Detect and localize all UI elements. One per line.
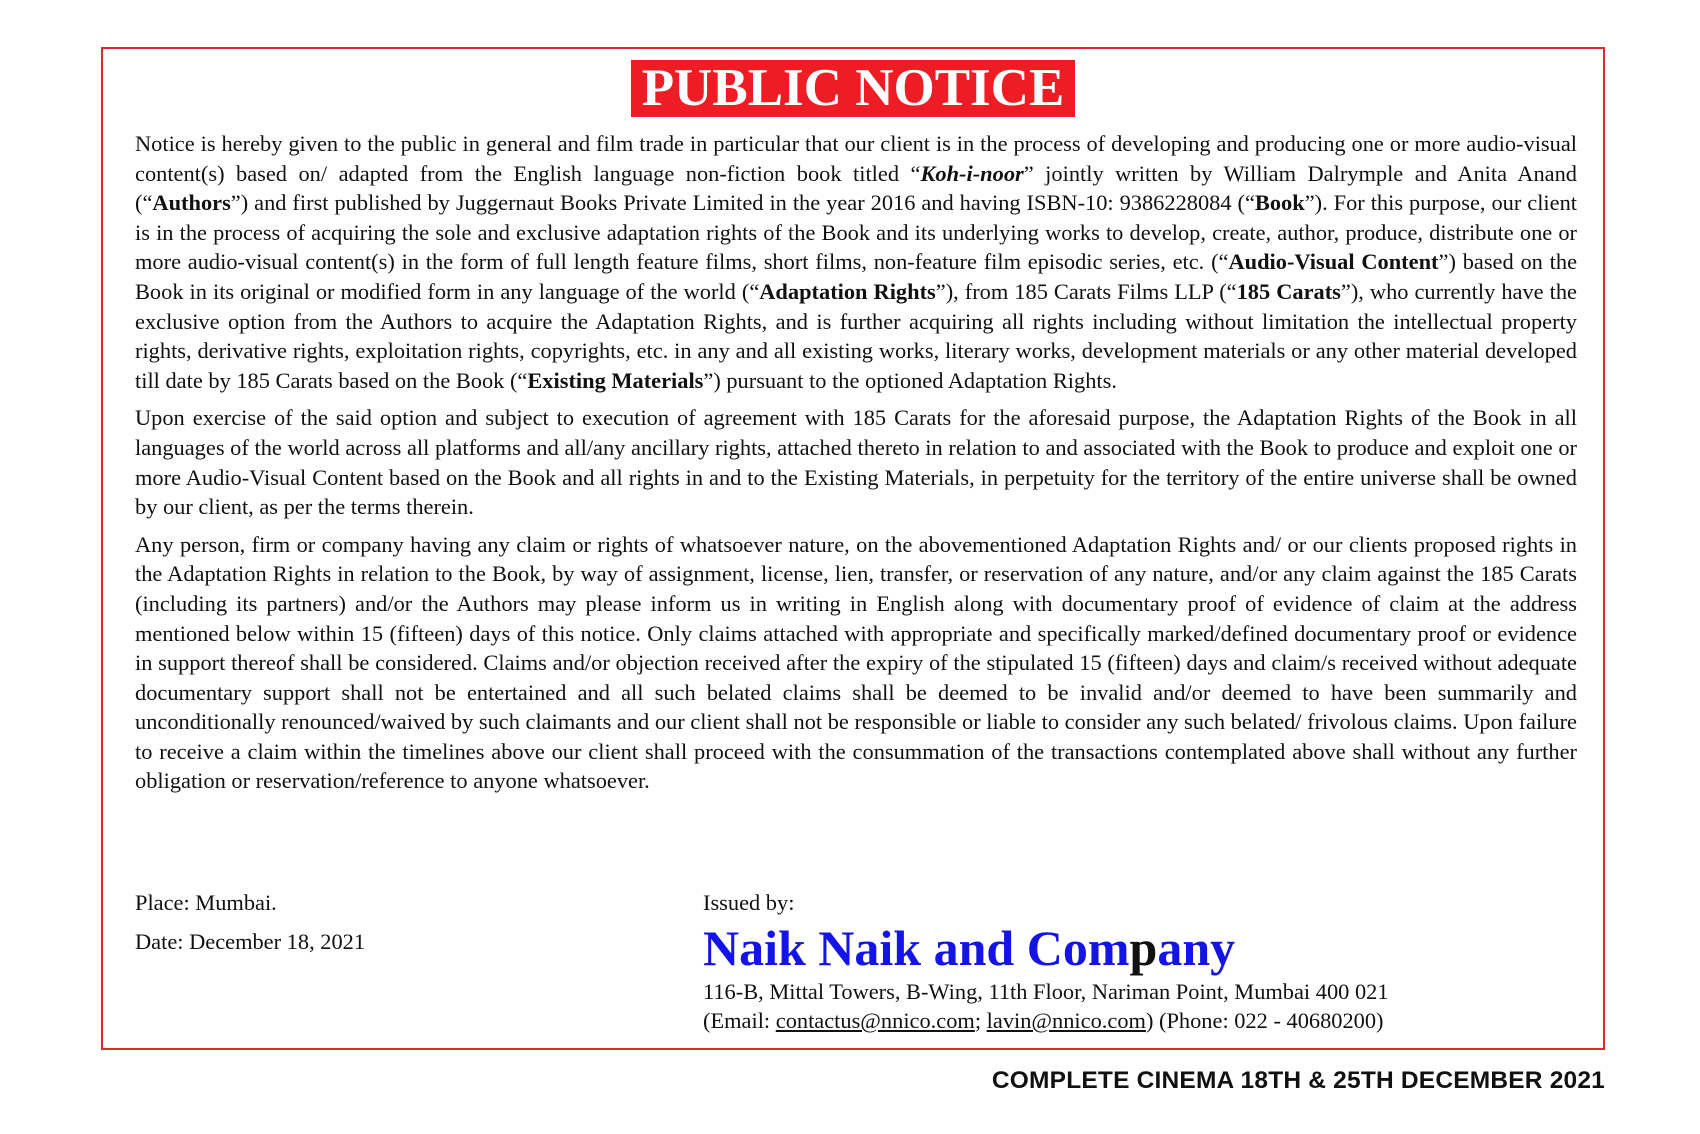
issued-by-label: Issued by: <box>703 890 795 915</box>
paragraph-3: Any person, firm or company having any claim or rights of whatsoever nature, on the abovementioned Adaptation Rights and/ or our clients proposed rights in the Adaptation Rights in relation to the Book, by way of assignment, license, lien, transfer, or reservation of any nature, and/or any claim against the 185 Carats (including its partners) and/or the Authors may please inform us in writing in English along with documentary proof of evidence of claim at the address mentioned below within 15 (fifteen) days of this notice. Only claims attached with appropriate and specifically marked/defined documentary proof or evidence in support thereof shall be considered. Claims and/or objection received after the expiry of the stipulated 15 (fifteen) days and claim/s received without adequate documentary support shall not be entertained and all such belated claims shall be deemed to be invalid and/or deemed to have been summarily and unconditionally renounced/waived by such claimants and our client shall not be responsible or liable to consider any such belated/ frivolous claims. Upon failure to receive a claim within the timelines above our client shall proceed with the consummation of the transactions contemplated above shall without any further obligation or reservation/reference to anyone whatsoever. <box>135 531 1577 794</box>
paragraph-1 <box>135 129 1577 395</box>
company-name-part: any <box>1157 920 1236 976</box>
defined-term: Adaptation Rights <box>759 278 936 304</box>
notice-body <box>135 129 1577 804</box>
text-segment: ”), who currently have the exclusive option from the Authors to acquire the Adaptation Rights, and is further acquiring all rights including without limitation the intellectual property rights, derivative rights, exploitation rights, copyrights, etc. in any and all existing works, literary works, development materials or any other material developed till date by 185 Carats based on the Book (“ <box>135 278 1577 393</box>
place-line: Place: Mumbai. <box>135 890 277 915</box>
date-line: Date: December 18, 2021 <box>135 929 366 954</box>
defined-term: Book <box>1254 190 1305 216</box>
email-link-lavin[interactable]: lavin@nnico.com <box>986 1008 1146 1033</box>
defined-term: Authors <box>152 190 231 216</box>
place-date-block <box>135 888 365 956</box>
company-contact <box>703 1006 1389 1035</box>
defined-term: 185 Carats <box>1236 278 1341 304</box>
book-title: Koh-i-noor <box>920 160 1024 186</box>
text-segment: ”) based on the Book in its original or modified form in any language of the world (“ <box>135 249 1578 304</box>
text-segment: ” jointly written by William Dalrymple and Anita Anand (“ <box>135 160 1577 216</box>
publication-caption: COMPLETE CINEMA 18TH & 25TH DECEMBER 2021 <box>991 1067 1605 1094</box>
text-segment: ”). For this purpose, our client is in the process of acquiring the sole and exclusive adaptation rights of the Book and its underlying works to develop, create, author, produce, distribute one or more audio-visual content(s) in the form of full length feature films, short films, non-feature film episodic series, etc. (“ <box>135 190 1577 275</box>
defined-term: Audio-Visual Content <box>1228 249 1439 275</box>
public-notice-box <box>101 47 1605 1050</box>
email-link-contactus[interactable]: contactus@nnico.com <box>775 1008 975 1033</box>
text-segment: ”) pursuant to the optioned Adaptation Rights. <box>703 367 1117 393</box>
company-name-part: p <box>1129 920 1158 976</box>
defined-term: Existing Materials <box>527 367 704 393</box>
title-wrap <box>103 60 1603 117</box>
contact-phone: ) (Phone: 022 - 40680200) <box>1145 1008 1384 1033</box>
company-name-part: Naik Naik and Com <box>703 920 1130 976</box>
company-name <box>703 919 1389 977</box>
contact-prefix: (Email: <box>703 1008 776 1033</box>
contact-separator: ; <box>974 1008 987 1033</box>
company-address: 116-B, Mittal Towers, B-Wing, 11th Floor, Nariman Point, Mumbai 400 021 <box>703 979 1389 1004</box>
paragraph-2: Upon exercise of the said option and subject to execution of agreement with 185 Carats for the aforesaid purpose, the Adaptation Rights of the Book in all languages of the world across all platforms and all/any ancillary rights, attached thereto in relation to and associated with the Book to produce and exploit one or more Audio-Visual Content based on the Book and all rights in and to the Existing Materials, in perpetuity for the territory of the entire universe shall be owned by our client, as per the terms therein. <box>135 405 1577 520</box>
text-segment: Notice is hereby given to the public in general and film trade in particular that our client is in the process of developing and producing one or more audio-visual content(s) based on/ adapted from the English language non-fiction book titled “ <box>135 131 1577 186</box>
text-segment: ”) and first published by Juggernaut Books Private Limited in the year 2016 and having ISBN-10: 9386228084 (“ <box>230 190 1255 216</box>
notice-title: PUBLIC NOTICE <box>631 60 1076 117</box>
text-segment: ”), from 185 Carats Films LLP (“ <box>935 278 1237 304</box>
issuer-block <box>703 888 1389 1035</box>
